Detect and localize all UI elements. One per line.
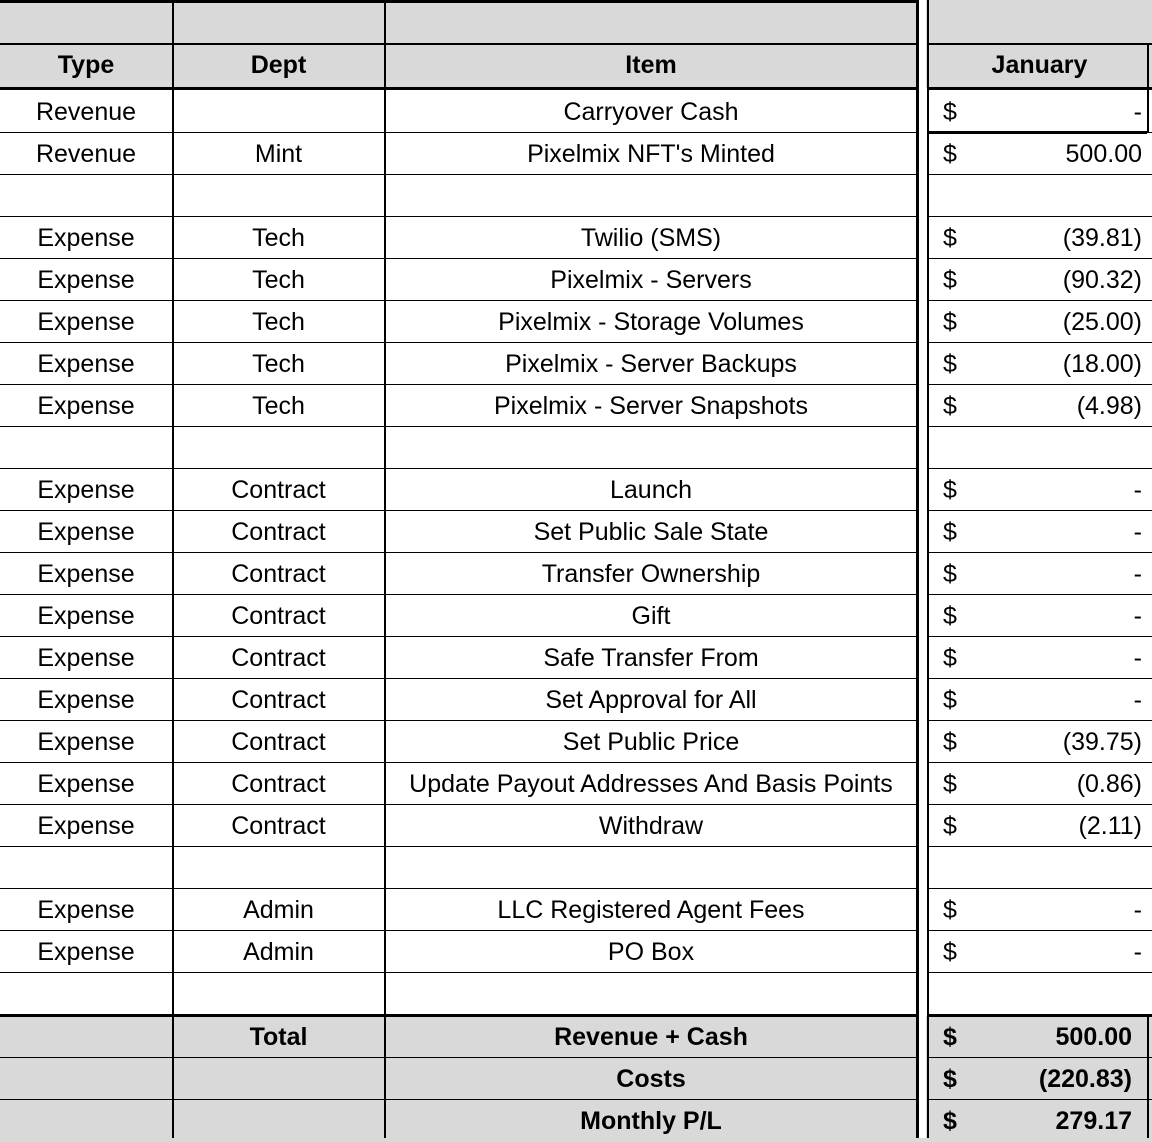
dept-cell[interactable] bbox=[173, 679, 384, 721]
item-value: Carryover Cash bbox=[563, 98, 739, 126]
grid-hline bbox=[0, 552, 918, 553]
item-value: Update Payout Addresses And Basis Points bbox=[409, 770, 893, 798]
dept-cell[interactable] bbox=[173, 847, 384, 889]
grid-hline bbox=[927, 594, 1152, 595]
grid-hline bbox=[927, 342, 1152, 343]
grid-hline bbox=[927, 258, 1152, 259]
amount-value: - bbox=[1133, 476, 1142, 504]
january-cell[interactable] bbox=[927, 175, 1152, 217]
january-cell[interactable] bbox=[927, 217, 1152, 259]
dept-cell[interactable] bbox=[173, 511, 384, 553]
grid-hline bbox=[927, 720, 1152, 721]
currency-symbol: $ bbox=[943, 350, 957, 378]
dept-value: Tech bbox=[252, 350, 305, 378]
dept-cell[interactable] bbox=[173, 301, 384, 343]
item-cell[interactable] bbox=[385, 385, 917, 427]
currency-symbol: $ bbox=[943, 644, 957, 672]
amount-value: - bbox=[1133, 938, 1142, 966]
grid-hline bbox=[0, 846, 918, 847]
dept-cell[interactable] bbox=[173, 259, 384, 301]
type-value: Expense bbox=[37, 938, 135, 966]
grid-vline bbox=[927, 0, 929, 1138]
type-cell[interactable] bbox=[0, 889, 172, 931]
grid-hline bbox=[0, 384, 918, 385]
currency-symbol: $ bbox=[943, 266, 957, 294]
item-value: Safe Transfer From bbox=[543, 644, 759, 672]
amount-value: (39.81) bbox=[1062, 224, 1142, 252]
type-cell[interactable] bbox=[0, 511, 172, 553]
type-value: Expense bbox=[37, 686, 135, 714]
january-cell[interactable] bbox=[927, 133, 1152, 175]
january-cell[interactable] bbox=[927, 847, 1152, 889]
january-cell[interactable] bbox=[927, 511, 1152, 553]
type-value: Revenue bbox=[35, 140, 137, 168]
amount-value: - bbox=[1133, 560, 1142, 588]
grid-hline bbox=[0, 0, 918, 3]
dept-cell[interactable] bbox=[173, 91, 384, 133]
amount-value: - bbox=[1133, 98, 1142, 126]
item-cell[interactable] bbox=[385, 469, 917, 511]
dept-value: Admin bbox=[243, 938, 314, 966]
type-value: Expense bbox=[37, 518, 135, 546]
dept-cell[interactable] bbox=[173, 343, 384, 385]
january-cell[interactable] bbox=[927, 343, 1152, 385]
type-value: Expense bbox=[37, 644, 135, 672]
item-cell[interactable] bbox=[385, 931, 917, 973]
grid-hline bbox=[0, 132, 918, 133]
item-cell[interactable] bbox=[385, 553, 917, 595]
type-cell[interactable] bbox=[0, 721, 172, 763]
dept-cell[interactable] bbox=[173, 217, 384, 259]
grid-hline bbox=[927, 426, 1152, 427]
january-cell[interactable] bbox=[927, 385, 1152, 427]
totals-currency-symbol: $ bbox=[943, 1107, 957, 1135]
currency-symbol: $ bbox=[943, 140, 957, 168]
totals-currency-symbol: $ bbox=[943, 1065, 957, 1093]
grid-vline bbox=[384, 0, 386, 1138]
grid-hline bbox=[0, 510, 918, 511]
grid-hline bbox=[927, 888, 1152, 889]
totals-item-value: Costs bbox=[616, 1065, 686, 1093]
item-value: Pixelmix - Storage Volumes bbox=[498, 308, 804, 336]
header-dept-cell[interactable] bbox=[173, 44, 384, 88]
item-cell[interactable] bbox=[385, 301, 917, 343]
grid-hline bbox=[0, 594, 918, 595]
totals-type-cell[interactable] bbox=[0, 1016, 172, 1058]
type-cell[interactable] bbox=[0, 175, 172, 217]
dept-value: Contract bbox=[231, 728, 326, 756]
totals-type-cell[interactable] bbox=[0, 1058, 172, 1100]
dept-value: Contract bbox=[231, 560, 326, 588]
grid-hline bbox=[927, 804, 1152, 805]
item-cell[interactable] bbox=[385, 763, 917, 805]
item-cell[interactable] bbox=[385, 511, 917, 553]
item-cell[interactable] bbox=[385, 679, 917, 721]
grid-hline bbox=[927, 174, 1152, 175]
totals-type-cell[interactable] bbox=[0, 1100, 172, 1142]
grid-hline bbox=[0, 258, 918, 259]
totals-amount-value: 500.00 bbox=[1055, 1023, 1132, 1051]
header-type-label: Type bbox=[57, 51, 115, 79]
type-cell[interactable] bbox=[0, 385, 172, 427]
january-cell[interactable] bbox=[927, 301, 1152, 343]
january-cell[interactable] bbox=[927, 679, 1152, 721]
grid-hline bbox=[927, 1099, 1152, 1100]
grid-hline bbox=[927, 468, 1152, 469]
totals-item-cell[interactable] bbox=[385, 1100, 917, 1142]
type-cell[interactable] bbox=[0, 679, 172, 721]
totals-item-value: Monthly P/L bbox=[580, 1107, 722, 1135]
amount-value: (0.86) bbox=[1076, 770, 1142, 798]
type-cell[interactable] bbox=[0, 133, 172, 175]
dept-cell[interactable] bbox=[173, 595, 384, 637]
grid-hline bbox=[0, 1014, 918, 1017]
currency-symbol: $ bbox=[943, 98, 957, 126]
grid-vline bbox=[916, 0, 919, 1138]
grid-hline bbox=[0, 1057, 918, 1058]
grid-hline bbox=[927, 930, 1152, 931]
dept-value: Mint bbox=[254, 140, 303, 168]
header-dept-label: Dept bbox=[250, 51, 307, 79]
amount-value: - bbox=[1133, 896, 1142, 924]
grid-hline bbox=[0, 678, 918, 679]
type-value: Expense bbox=[37, 812, 135, 840]
grid-vline bbox=[172, 0, 174, 1138]
grid-hline bbox=[927, 846, 1152, 847]
totals-january-cell[interactable] bbox=[927, 1016, 1152, 1058]
type-value: Expense bbox=[37, 476, 135, 504]
grid-hline bbox=[927, 1014, 1152, 1017]
item-cell[interactable] bbox=[385, 721, 917, 763]
dept-cell[interactable] bbox=[173, 763, 384, 805]
currency-symbol: $ bbox=[943, 938, 957, 966]
totals-dept-cell[interactable] bbox=[173, 1058, 384, 1100]
item-value: Withdraw bbox=[598, 812, 704, 840]
type-cell[interactable] bbox=[0, 931, 172, 973]
item-value: Launch bbox=[609, 476, 693, 504]
grid-hline bbox=[0, 300, 918, 301]
january-cell[interactable] bbox=[927, 259, 1152, 301]
dept-cell[interactable] bbox=[173, 889, 384, 931]
type-value: Expense bbox=[37, 728, 135, 756]
grid-hline bbox=[927, 510, 1152, 511]
currency-symbol: $ bbox=[943, 476, 957, 504]
item-value: Set Public Sale State bbox=[533, 518, 769, 546]
dept-value: Contract bbox=[231, 602, 326, 630]
header-item-label: Item bbox=[625, 51, 677, 79]
currency-symbol: $ bbox=[943, 224, 957, 252]
type-cell[interactable] bbox=[0, 301, 172, 343]
type-value: Expense bbox=[37, 896, 135, 924]
dept-cell[interactable] bbox=[173, 637, 384, 679]
grid-hline bbox=[0, 930, 918, 931]
currency-symbol: $ bbox=[943, 602, 957, 630]
grid-hline bbox=[927, 43, 1152, 45]
type-value: Expense bbox=[37, 350, 135, 378]
dept-value: Contract bbox=[231, 770, 326, 798]
dept-value: Contract bbox=[231, 812, 326, 840]
grid-hline bbox=[0, 174, 918, 175]
item-cell[interactable] bbox=[385, 637, 917, 679]
grid-hline bbox=[927, 972, 1152, 973]
dept-cell[interactable] bbox=[173, 973, 384, 1015]
grid-hline bbox=[0, 426, 918, 427]
item-value: LLC Registered Agent Fees bbox=[497, 896, 805, 924]
item-cell[interactable] bbox=[385, 133, 917, 175]
type-cell[interactable] bbox=[0, 91, 172, 133]
amount-value: - bbox=[1133, 686, 1142, 714]
type-cell[interactable] bbox=[0, 343, 172, 385]
january-cell[interactable] bbox=[927, 805, 1152, 847]
amount-value: (2.11) bbox=[1078, 812, 1142, 840]
item-value: Set Approval for All bbox=[545, 686, 757, 714]
grid-hline bbox=[927, 552, 1152, 553]
grid-hline bbox=[927, 762, 1152, 763]
grid-hline bbox=[927, 678, 1152, 679]
type-value: Expense bbox=[37, 770, 135, 798]
january-cell[interactable] bbox=[927, 637, 1152, 679]
totals-currency-symbol: $ bbox=[943, 1023, 957, 1051]
type-value: Revenue bbox=[35, 98, 137, 126]
dept-value: Tech bbox=[252, 392, 305, 420]
amount-value: (25.00) bbox=[1062, 308, 1142, 336]
currency-symbol: $ bbox=[943, 560, 957, 588]
amount-value: - bbox=[1133, 518, 1142, 546]
totals-item-value: Revenue + Cash bbox=[554, 1023, 748, 1051]
currency-symbol: $ bbox=[943, 518, 957, 546]
dept-cell[interactable] bbox=[173, 175, 384, 217]
type-value: Expense bbox=[37, 266, 135, 294]
totals-amount-value: (220.83) bbox=[1038, 1065, 1132, 1093]
dept-value: Admin bbox=[243, 896, 314, 924]
item-cell[interactable] bbox=[385, 847, 917, 889]
item-cell[interactable] bbox=[385, 973, 917, 1015]
grid-hline bbox=[927, 384, 1152, 385]
dept-value: Tech bbox=[252, 224, 305, 252]
currency-symbol: $ bbox=[943, 770, 957, 798]
dept-cell[interactable] bbox=[173, 427, 384, 469]
type-cell[interactable] bbox=[0, 427, 172, 469]
item-value: PO Box bbox=[607, 938, 695, 966]
dept-cell[interactable] bbox=[173, 553, 384, 595]
item-value: Gift bbox=[631, 602, 671, 630]
item-cell[interactable] bbox=[385, 889, 917, 931]
item-cell[interactable] bbox=[385, 175, 917, 217]
grid-hline bbox=[0, 468, 918, 469]
dept-cell[interactable] bbox=[173, 133, 384, 175]
totals-amount-value: 279.17 bbox=[1055, 1107, 1132, 1135]
grid-hline bbox=[0, 972, 918, 973]
january-cell[interactable] bbox=[927, 931, 1152, 973]
type-cell[interactable] bbox=[0, 805, 172, 847]
dept-value: Contract bbox=[231, 518, 326, 546]
type-cell[interactable] bbox=[0, 469, 172, 511]
item-cell[interactable] bbox=[385, 427, 917, 469]
january-cell[interactable] bbox=[927, 91, 1152, 133]
type-value: Expense bbox=[37, 392, 135, 420]
item-cell[interactable] bbox=[385, 91, 917, 133]
january-cell[interactable] bbox=[927, 427, 1152, 469]
item-cell[interactable] bbox=[385, 217, 917, 259]
grid-hline bbox=[0, 636, 918, 637]
grid-hline bbox=[927, 636, 1152, 637]
dept-value: Contract bbox=[231, 686, 326, 714]
totals-dept-cell[interactable] bbox=[173, 1016, 384, 1058]
item-value: Twilio (SMS) bbox=[580, 224, 722, 252]
dept-value: Contract bbox=[231, 476, 326, 504]
amount-value: (39.75) bbox=[1062, 728, 1142, 756]
item-cell[interactable] bbox=[385, 259, 917, 301]
type-value: Expense bbox=[37, 224, 135, 252]
type-cell[interactable] bbox=[0, 595, 172, 637]
january-cell[interactable] bbox=[927, 595, 1152, 637]
dept-cell[interactable] bbox=[173, 931, 384, 973]
grid-vline bbox=[1147, 1016, 1149, 1138]
january-cell[interactable] bbox=[927, 973, 1152, 1015]
grid-hline bbox=[927, 1057, 1152, 1058]
type-value: Expense bbox=[37, 560, 135, 588]
item-cell[interactable] bbox=[385, 805, 917, 847]
item-cell[interactable] bbox=[385, 343, 917, 385]
dept-cell[interactable] bbox=[173, 805, 384, 847]
currency-symbol: $ bbox=[943, 728, 957, 756]
amount-value: (4.98) bbox=[1076, 392, 1142, 420]
currency-symbol: $ bbox=[943, 308, 957, 336]
amount-value: - bbox=[1133, 644, 1142, 672]
dept-value: Tech bbox=[252, 266, 305, 294]
currency-symbol: $ bbox=[943, 686, 957, 714]
totals-item-cell[interactable] bbox=[385, 1016, 917, 1058]
grid-hline bbox=[0, 762, 918, 763]
frozen-divider-gap bbox=[918, 0, 926, 1138]
header-item-cell[interactable] bbox=[385, 44, 917, 88]
totals-dept-value: Total bbox=[249, 1023, 308, 1051]
type-cell[interactable] bbox=[0, 973, 172, 1015]
grid-hline bbox=[927, 87, 1152, 90]
dept-value: Contract bbox=[231, 644, 326, 672]
january-cell[interactable] bbox=[927, 553, 1152, 595]
type-cell[interactable] bbox=[0, 637, 172, 679]
january-cell[interactable] bbox=[927, 889, 1152, 931]
currency-symbol: $ bbox=[943, 896, 957, 924]
grid-hline bbox=[0, 342, 918, 343]
grid-hline bbox=[0, 216, 918, 217]
amount-value: 500.00 bbox=[1065, 140, 1142, 168]
january-cell[interactable] bbox=[927, 763, 1152, 805]
currency-symbol: $ bbox=[943, 812, 957, 840]
dept-cell[interactable] bbox=[173, 385, 384, 427]
type-value: Expense bbox=[37, 308, 135, 336]
grid-hline bbox=[927, 216, 1152, 217]
totals-january-cell[interactable] bbox=[927, 1058, 1152, 1100]
item-cell[interactable] bbox=[385, 595, 917, 637]
item-value: Set Public Price bbox=[562, 728, 740, 756]
grid-hline bbox=[0, 43, 918, 45]
type-cell[interactable] bbox=[0, 259, 172, 301]
grid-hline bbox=[0, 720, 918, 721]
amount-value: (90.32) bbox=[1062, 266, 1142, 294]
january-cell[interactable] bbox=[927, 721, 1152, 763]
type-cell[interactable] bbox=[0, 217, 172, 259]
type-cell[interactable] bbox=[0, 763, 172, 805]
grid-hline bbox=[0, 888, 918, 889]
totals-dept-cell[interactable] bbox=[173, 1100, 384, 1142]
totals-january-cell[interactable] bbox=[927, 1100, 1152, 1142]
dept-cell[interactable] bbox=[173, 721, 384, 763]
grid-hline bbox=[0, 87, 918, 90]
header-type-cell[interactable] bbox=[0, 44, 172, 88]
item-value: Pixelmix - Server Backups bbox=[505, 350, 797, 378]
header-january-cell[interactable] bbox=[927, 44, 1152, 88]
dept-value: Tech bbox=[252, 308, 305, 336]
item-value: Transfer Ownership bbox=[541, 560, 761, 588]
type-cell[interactable] bbox=[0, 847, 172, 889]
type-value: Expense bbox=[37, 602, 135, 630]
type-cell[interactable] bbox=[0, 553, 172, 595]
item-value: Pixelmix - Server Snapshots bbox=[493, 392, 808, 420]
item-value: Pixelmix NFT's Minted bbox=[527, 140, 775, 168]
grid-hline bbox=[0, 1099, 918, 1100]
totals-item-cell[interactable] bbox=[385, 1058, 917, 1100]
grid-hline bbox=[927, 131, 1147, 134]
item-value: Pixelmix - Servers bbox=[550, 266, 752, 294]
grid-hline bbox=[927, 300, 1152, 301]
amount-value: (18.00) bbox=[1062, 350, 1142, 378]
january-cell[interactable] bbox=[927, 469, 1152, 511]
currency-symbol: $ bbox=[943, 392, 957, 420]
header-january-label: January bbox=[991, 51, 1088, 79]
grid-hline bbox=[0, 804, 918, 805]
amount-value: - bbox=[1133, 602, 1142, 630]
dept-cell[interactable] bbox=[173, 469, 384, 511]
